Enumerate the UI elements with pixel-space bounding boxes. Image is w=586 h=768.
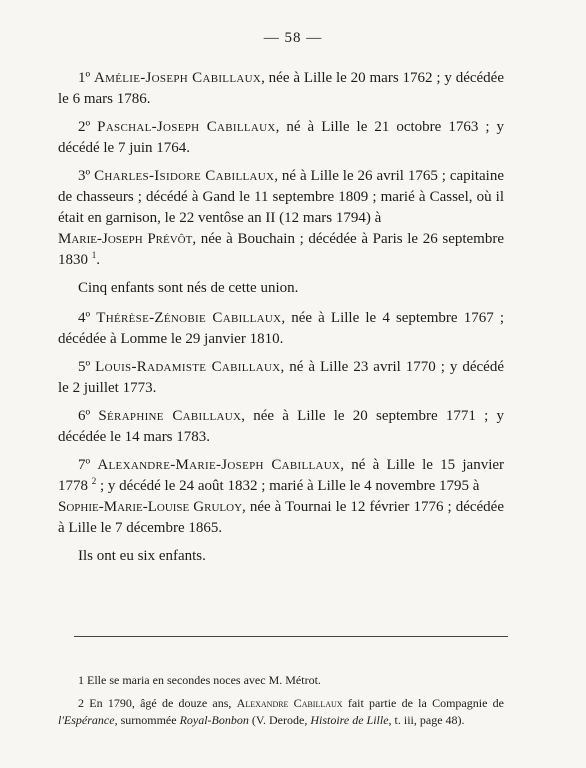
entry-name: Alexandre-Marie-Joseph Cabillaux bbox=[97, 457, 341, 473]
entry-7 bbox=[58, 455, 504, 497]
footnote-ref[interactable]: 2 bbox=[91, 476, 97, 486]
entry-text: , née à Lille le 20 mars 1762 ; y décédée le 6 mars 1786. bbox=[58, 70, 504, 107]
entry-text: , né à Lille 23 avril 1770 ; y décédé le 2 juillet 1773. bbox=[58, 359, 504, 396]
entry-2 bbox=[58, 117, 504, 159]
footnote-text: fait partie de la Compagnie de bbox=[342, 696, 504, 710]
entry-name: Amélie-Joseph Cabillaux bbox=[94, 70, 262, 86]
footnote-text: (V. Derode, bbox=[248, 713, 311, 727]
entry-name: Charles-Isidore Cabillaux bbox=[94, 168, 275, 184]
entry-4 bbox=[58, 308, 504, 350]
footnote-text: Elle se maria en secondes noces avec M. Métrot. bbox=[87, 673, 321, 687]
footnote-text: , surnommée bbox=[114, 713, 180, 727]
footnote-italic: l'Espérance bbox=[58, 713, 115, 727]
entry-name: Louis-Radamiste Cabillaux bbox=[95, 359, 281, 375]
entry-ordinal: 5º bbox=[78, 359, 91, 375]
footnote-ref[interactable]: 1 bbox=[91, 250, 97, 260]
entry-text: , née à Lille le 20 septembre 1771 ; y décédée le 14 mars 1783. bbox=[58, 408, 505, 445]
spouse-text: , née à Bouchain ; décédée à Paris le 26 septembre 1830 bbox=[58, 231, 504, 268]
spouse-name: Marie-Joseph Prévôt bbox=[58, 231, 193, 247]
entry-ordinal: 7º bbox=[78, 457, 91, 473]
footnote-number: 2 bbox=[78, 696, 84, 710]
entry-5 bbox=[58, 357, 504, 399]
footnote-1 bbox=[58, 672, 504, 689]
entry-3-spouse: Marie-Joseph Prévôt, née à Bouchain ; décédée à Paris le 26 septembre 1830 $^1$. bbox=[58, 231, 504, 268]
footnote-text: , t. iii, page 48). bbox=[388, 713, 465, 727]
entry-1 bbox=[58, 68, 504, 110]
footnote-2 bbox=[58, 695, 504, 729]
entry-7-note: Ils ont eu six enfants. bbox=[78, 548, 206, 564]
footnote-text: En 1790, âgé de douze ans, bbox=[89, 696, 237, 710]
footnotes bbox=[58, 672, 504, 735]
entry-ordinal: 4º bbox=[78, 310, 91, 326]
entry-text: , née à Lille le 4 septembre 1767 ; décédée à Lomme le 29 janvier 1810. bbox=[58, 310, 504, 347]
entry-name: Thérèse-Zénobie Cabillaux bbox=[96, 310, 282, 326]
footnote-divider bbox=[74, 636, 508, 637]
footnote-italic: Histoire de Lille bbox=[310, 713, 389, 727]
genealogy-text bbox=[58, 68, 504, 576]
entry-name: Séraphine Cabillaux bbox=[98, 408, 242, 424]
entry-text: , né à Lille le 15 janvier 1778 bbox=[58, 457, 505, 494]
entry-3 bbox=[58, 166, 504, 229]
spouse-text: , née à Tournai le 12 février 1776 ; décédée à Lille le 7 décembre 1865. bbox=[58, 499, 504, 536]
entry-ordinal: 3º bbox=[78, 168, 91, 184]
footnote-italic: Royal-Bonbon bbox=[179, 713, 249, 727]
entry-ordinal: 1º bbox=[78, 70, 91, 86]
entry-7-spouse bbox=[58, 497, 504, 539]
page-number: — 58 — bbox=[263, 30, 323, 46]
entry-text: , né à Lille le 21 octobre 1763 ; y décédé le 7 juin 1764. bbox=[58, 119, 505, 156]
footnote-name: Alexandre Cabillaux bbox=[236, 696, 343, 710]
entry-name: Paschal-Joseph Cabillaux bbox=[97, 119, 276, 135]
entry-6 bbox=[58, 406, 504, 448]
footnote-number: 1 bbox=[78, 673, 84, 687]
entry-ordinal: 6º bbox=[78, 408, 91, 424]
entry-text: , né à Lille le 26 avril 1765 ; capitaine de chasseurs ; décédé à Gand le 11 septembre 1809 ; marié à Cassel, où il était en garnison, le 22 ventôse an II (12 mars 1794) à bbox=[58, 168, 504, 226]
entry-text-cont: ; y décédé le 24 août 1832 ; marié à Lille le 4 novembre 1795 à bbox=[96, 478, 480, 494]
entry-3-note: Cinq enfants sont nés de cette union. bbox=[78, 280, 299, 296]
entry-ordinal: 2º bbox=[78, 119, 91, 135]
spouse-name: Sophie-Marie-Louise Gruloy bbox=[58, 499, 243, 515]
